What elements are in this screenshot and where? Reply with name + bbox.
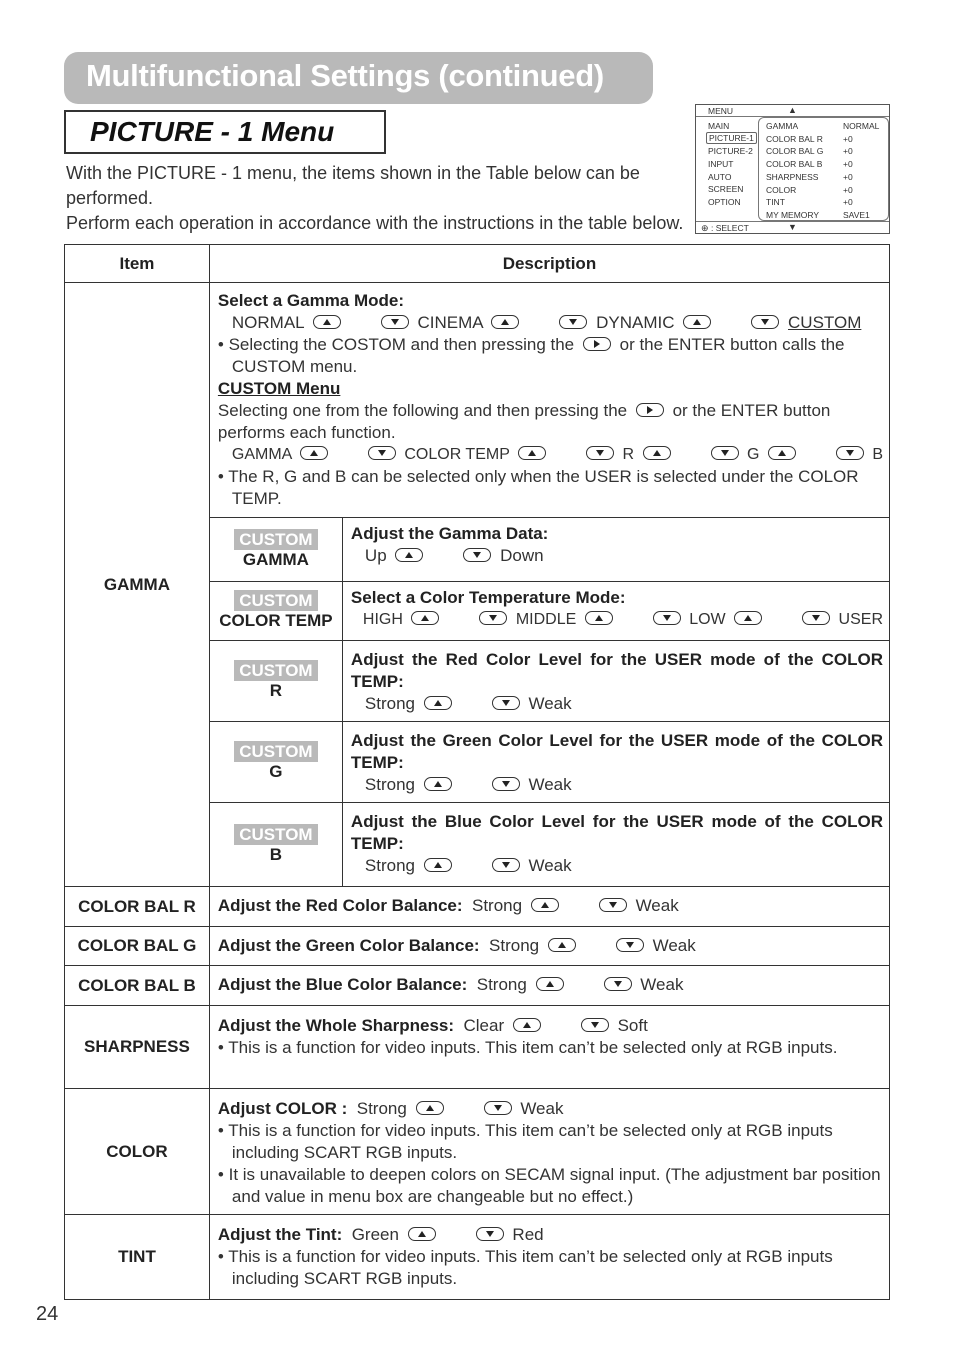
sub-title: Select a Color Temperature Mode: xyxy=(350,587,626,607)
down-button-icon xyxy=(559,315,587,329)
custom-item: B xyxy=(872,446,883,463)
down-button-icon xyxy=(381,315,409,329)
up-button-icon xyxy=(424,696,452,710)
right-button-icon xyxy=(636,403,664,417)
osd-item: INPUT xyxy=(708,159,734,169)
custom-menu-heading: CUSTOM Menu xyxy=(217,379,341,398)
osd-item: OPTION xyxy=(708,197,741,207)
option-label: Strong xyxy=(364,855,416,875)
option-label: Weak xyxy=(652,935,696,955)
table-row-color xyxy=(65,1089,890,1215)
row-desc xyxy=(209,966,889,1006)
item-gamma: GAMMA xyxy=(65,283,210,887)
option-label: Strong xyxy=(364,693,416,713)
gamma-description xyxy=(209,283,889,518)
osd-setting: TINT xyxy=(766,197,785,207)
down-button-icon xyxy=(802,611,830,625)
option-label: Red xyxy=(512,1225,544,1244)
up-button-icon xyxy=(513,1018,541,1032)
osd-item: SCREEN xyxy=(708,184,744,194)
section-heading: PICTURE - 1 Menu xyxy=(90,116,335,147)
sub-item-gamma xyxy=(210,518,343,581)
page-number: 24 xyxy=(36,1303,59,1325)
item-color: COLOR xyxy=(65,1089,210,1215)
note-text: or the ENTER button calls the CUSTOM menu. xyxy=(231,335,845,376)
gamma-mode: DYNAMIC xyxy=(596,313,675,332)
sub-desc xyxy=(342,802,889,886)
custom-item: COLOR TEMP xyxy=(404,446,510,463)
table-row-tint xyxy=(65,1215,890,1300)
note-text: Selecting the COSTOM and then pressing the xyxy=(228,335,575,354)
down-button-icon xyxy=(476,1227,504,1241)
subtable-row xyxy=(210,640,889,721)
note-text: The R, G and B can be selected only when the USER is selected under the COLOR TEMP. xyxy=(228,467,859,508)
item-color-bal-r: COLOR BAL R xyxy=(65,887,210,927)
table-row-color-bal-b xyxy=(65,966,890,1006)
osd-setting: COLOR BAL G xyxy=(766,146,824,156)
right-button-icon xyxy=(583,337,611,351)
section-heading-box xyxy=(64,110,386,154)
down-button-icon xyxy=(711,446,739,460)
table-row-color-bal-r xyxy=(65,887,890,927)
row-note: • This is a function for video inputs. This item can’t be selected only at RGB inputs including SCART RGB inputs. xyxy=(217,1121,833,1162)
down-button-icon xyxy=(479,611,507,625)
sub-item-label: R xyxy=(269,681,283,700)
option-label: Weak xyxy=(635,896,679,915)
down-button-icon xyxy=(616,938,644,952)
item-color-bal-g: COLOR BAL G xyxy=(65,927,210,966)
row-note: • This is a function for video inputs. This item can’t be selected only at RGB inputs including SCART RGB inputs. xyxy=(217,1247,833,1288)
up-button-icon xyxy=(768,446,796,460)
custom-subtable xyxy=(210,518,889,886)
up-button-icon xyxy=(416,1101,444,1115)
osd-setting: MY MEMORY xyxy=(766,210,820,220)
item-color-bal-b: COLOR BAL B xyxy=(65,966,210,1006)
row-note: • It is unavailable to deepen colors on SECAM signal input. (The adjustment bar position and value in menu box are changeable but no effect.) xyxy=(217,1165,881,1206)
osd-value: +0 xyxy=(843,185,853,195)
settings-table xyxy=(64,244,890,1300)
option-label: Weak xyxy=(528,774,572,794)
sub-item-label: B xyxy=(269,844,283,864)
title-banner xyxy=(64,52,653,104)
up-button-icon xyxy=(424,858,452,872)
subtable-row xyxy=(210,581,889,640)
custom-tag: CUSTOM xyxy=(234,529,317,550)
sub-item-label: COLOR TEMP xyxy=(219,611,333,630)
option-label: Weak xyxy=(528,693,572,713)
osd-menu-footer xyxy=(696,221,889,233)
option-label: Soft xyxy=(617,1016,648,1035)
up-button-icon xyxy=(313,315,341,329)
gamma-mode-sequence xyxy=(218,312,883,334)
osd-value: +0 xyxy=(843,197,853,207)
osd-select-icon: ⊕ xyxy=(701,223,709,233)
note-text: This is a function for video inputs. This item can’t be selected only at RGB inputs. xyxy=(228,1038,838,1057)
subtable-row xyxy=(210,721,889,802)
osd-item: MAIN xyxy=(708,121,730,131)
osd-value: +0 xyxy=(843,172,853,182)
row-title: Adjust the Red Color Balance: xyxy=(217,896,463,915)
note-text: This is a function for video inputs. This item can’t be selected only at RGB inputs including SCART RGB inputs. xyxy=(228,1121,833,1162)
option-label: MIDDLE xyxy=(515,610,577,628)
osd-setting: GAMMA xyxy=(766,121,799,131)
option-label: USER xyxy=(838,610,883,628)
option-label: Strong xyxy=(472,896,523,915)
sub-item-label: GAMMA xyxy=(242,549,309,569)
down-button-icon xyxy=(604,977,632,991)
up-button-icon xyxy=(491,315,519,329)
option-label: Clear xyxy=(463,1016,505,1035)
osd-value: +0 xyxy=(843,134,853,144)
up-button-icon xyxy=(585,611,613,625)
intro-line: performed. xyxy=(66,188,154,208)
sub-desc xyxy=(342,721,889,802)
custom-item: R xyxy=(622,446,635,463)
item-sharpness: SHARPNESS xyxy=(65,1006,210,1089)
sub-title: Adjust the Green Color Level for the USER mode of the COLOR TEMP: xyxy=(350,730,883,772)
option-label: HIGH xyxy=(362,610,403,628)
up-button-icon xyxy=(643,446,671,460)
custom-tag: CUSTOM xyxy=(234,590,317,611)
option-label: Strong xyxy=(476,975,527,994)
option-label: Strong xyxy=(356,1099,407,1118)
column-header-item: Item xyxy=(65,245,210,283)
up-button-icon xyxy=(300,446,328,460)
row-desc xyxy=(209,1215,889,1300)
osd-item: PICTURE-2 xyxy=(708,146,753,156)
sub-title: Adjust the Gamma Data: xyxy=(350,524,549,543)
subtable-row xyxy=(210,802,889,886)
table-row-gamma xyxy=(65,283,890,518)
note-text: It is unavailable to deepen colors on SECAM signal input. (The adjustment bar position and value in menu box are changeable but no effect.) xyxy=(228,1165,881,1206)
row-desc xyxy=(209,887,889,927)
custom-subtable-cell xyxy=(209,518,889,887)
gamma-note: • Selecting the COSTOM and then pressing the or the ENTER button calls the CUSTOM menu. xyxy=(217,335,845,376)
up-button-icon xyxy=(548,938,576,952)
osd-item-selected: PICTURE-1 xyxy=(706,132,757,144)
osd-value: +0 xyxy=(843,159,853,169)
sub-desc xyxy=(342,640,889,721)
osd-item: AUTO xyxy=(708,172,732,182)
sub-desc xyxy=(342,518,889,581)
gamma-note: • The R, G and B can be selected only when the USER is selected under the COLOR TEMP. xyxy=(217,467,859,508)
sub-item-b xyxy=(210,802,343,886)
down-button-icon xyxy=(463,548,491,562)
up-button-icon xyxy=(408,1227,436,1241)
custom-tag: CUSTOM xyxy=(234,660,317,681)
down-button-icon xyxy=(836,446,864,460)
option-label: Strong xyxy=(489,935,540,955)
row-title: Adjust the Tint: xyxy=(217,1225,343,1244)
custom-menu-desc xyxy=(218,400,883,444)
intro-text xyxy=(66,161,686,236)
option-label: Weak xyxy=(640,975,684,994)
sub-item-label: G xyxy=(269,762,283,781)
table-row-color-bal-g xyxy=(65,927,890,966)
down-button-icon xyxy=(368,446,396,460)
down-button-icon xyxy=(599,898,627,912)
up-button-icon xyxy=(531,898,559,912)
up-button-icon xyxy=(424,777,452,791)
sub-title: Adjust the Red Color Level for the USER mode of the COLOR TEMP: xyxy=(350,649,883,691)
custom-desc-text: or the ENTER button performs each function. xyxy=(217,401,831,442)
down-button-icon xyxy=(492,858,520,872)
down-button-icon xyxy=(653,611,681,625)
item-tint: TINT xyxy=(65,1215,210,1300)
osd-value: NORMAL xyxy=(843,121,880,131)
gamma-select-title: Select a Gamma Mode: xyxy=(217,291,405,310)
down-button-icon xyxy=(751,315,779,329)
row-note: • This is a function for video inputs. This item can’t be selected only at RGB inputs. xyxy=(217,1038,838,1057)
sub-desc xyxy=(342,581,889,640)
down-button-icon xyxy=(492,696,520,710)
up-button-icon xyxy=(683,315,711,329)
osd-setting: COLOR BAL R xyxy=(766,134,823,144)
sub-item-color-temp xyxy=(210,581,343,640)
page-title: Multifunctional Settings (continued) xyxy=(86,58,604,93)
custom-item-sequence xyxy=(218,444,883,466)
sub-item-g xyxy=(210,721,343,802)
gamma-mode: NORMAL xyxy=(231,313,305,332)
osd-setting: COLOR xyxy=(766,185,797,195)
osd-value: SAVE1 xyxy=(843,210,870,220)
table-row-sharpness xyxy=(65,1006,890,1089)
up-button-icon xyxy=(518,446,546,460)
custom-item: G xyxy=(746,446,760,463)
osd-setting: COLOR BAL B xyxy=(766,159,823,169)
custom-tag: CUSTOM xyxy=(234,824,317,845)
row-desc xyxy=(209,1089,889,1215)
sub-item-r xyxy=(210,640,343,721)
sub-title: Adjust the Blue Color Level for the USER mode of the COLOR TEMP: xyxy=(350,811,883,853)
osd-menu-label: MENU xyxy=(708,106,734,116)
option-label: Green xyxy=(351,1225,399,1244)
osd-menu-thumbnail xyxy=(695,104,890,234)
row-title: Adjust the Blue Color Balance: xyxy=(217,975,468,994)
option-label: Up xyxy=(364,546,387,565)
option-label: Weak xyxy=(528,855,572,875)
subtable-row xyxy=(210,518,889,581)
down-button-icon xyxy=(586,446,614,460)
gamma-mode: CINEMA xyxy=(417,313,483,332)
osd-value: +0 xyxy=(843,146,853,156)
up-button-icon xyxy=(536,977,564,991)
row-title: Adjust the Whole Sharpness: xyxy=(217,1016,455,1035)
up-button-icon xyxy=(734,611,762,625)
intro-line: Perform each operation in accordance with the instructions in the table below. xyxy=(66,213,684,233)
osd-menu-header xyxy=(696,105,889,117)
osd-setting: SHARPNESS xyxy=(766,172,819,182)
osd-down-arrow-icon: ▼ xyxy=(788,222,797,232)
column-header-description: Description xyxy=(209,245,889,283)
down-button-icon xyxy=(484,1101,512,1115)
note-text: This is a function for video inputs. This item can’t be selected only at RGB inputs including SCART RGB inputs. xyxy=(228,1247,833,1288)
up-button-icon xyxy=(395,548,423,562)
custom-item: GAMMA xyxy=(231,446,292,463)
row-desc xyxy=(209,927,889,966)
down-button-icon xyxy=(492,777,520,791)
gamma-mode-custom: CUSTOM xyxy=(788,313,862,332)
row-title: Adjust the Green Color Balance: xyxy=(217,935,480,955)
intro-line: With the PICTURE - 1 menu, the items shown in the Table below can be xyxy=(66,163,640,183)
osd-select-label: : SELECT xyxy=(711,223,749,233)
row-title: Adjust COLOR : xyxy=(217,1099,348,1118)
option-label: Strong xyxy=(364,774,416,794)
option-label: LOW xyxy=(689,610,726,628)
down-button-icon xyxy=(581,1018,609,1032)
custom-tag: CUSTOM xyxy=(234,741,317,762)
custom-desc-text: Selecting one from the following and then pressing the xyxy=(217,401,628,420)
option-label: Weak xyxy=(520,1099,564,1118)
option-label: Down xyxy=(500,546,544,565)
osd-up-arrow-icon: ▲ xyxy=(788,105,797,115)
row-desc xyxy=(209,1006,889,1089)
up-button-icon xyxy=(411,611,439,625)
